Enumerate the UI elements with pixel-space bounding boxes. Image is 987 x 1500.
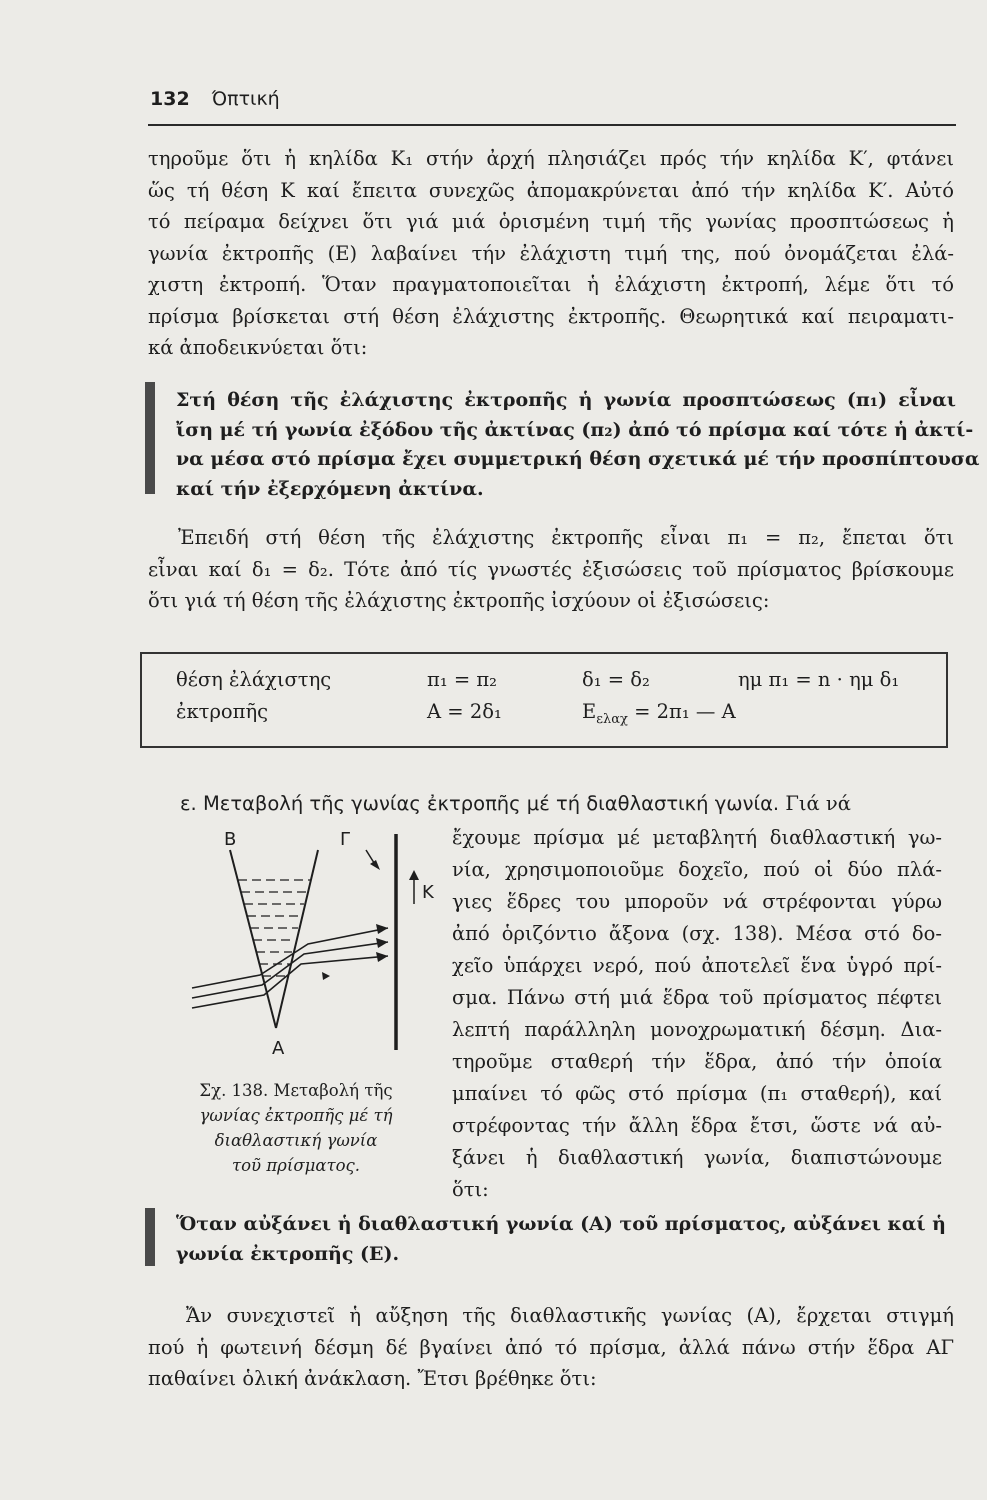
section-title: Όπτική <box>211 88 280 110</box>
text-line: γωνία ἐκτροπῆς (E). <box>176 1242 400 1265</box>
text-line: χεῖο ὑπάρχει νερό, πού ἀποτελεῖ ἕνα ὑγρό πρί- <box>452 954 942 977</box>
text-line: νία, χρησιμοποιοῦμε δοχεῖο, πού οἱ δύο πλά- <box>452 858 942 881</box>
equation-delta-equal: δ₁ = δ₂ <box>582 668 650 691</box>
header-rule <box>148 124 956 126</box>
text-line: χιστη ἐκτροπή. Ὅταν πραγματοποιεῖται ἡ ἐλάχιστη ἐκτροπή, λέμε ὅτι τό <box>148 273 954 296</box>
subsection-title: Μεταβολή τῆς γωνίας ἐκτροπῆς μέ τή διαθλαστική γωνία. <box>202 792 780 815</box>
page-header <box>150 88 280 110</box>
paragraph-1 <box>148 143 954 364</box>
caption-line: διαθλαστική γωνία <box>214 1131 378 1150</box>
formula-label-line2: ἐκτροπῆς <box>176 700 269 723</box>
paragraph-3 <box>148 1300 954 1395</box>
formula-box <box>140 652 948 748</box>
text-line: να μέσα στό πρίσμα ἔχει συμμετρική θέση σχετικά μέ τήν προσπίπτουσα <box>176 448 980 470</box>
figure-caption <box>186 1078 406 1178</box>
deviation-symbol: E <box>582 700 597 723</box>
text-line: ὥς τή θέση K καί ἔπειτα συνεχῶς ἀπομακρύνεται ἀπό τήν κηλίδα K′. Αὐτό <box>148 178 954 202</box>
equation-pi-equal: π₁ = π₂ <box>427 668 498 691</box>
caption-line: γωνίας ἐκτροπῆς μέ τή <box>199 1106 393 1125</box>
text-line: τό πείραμα δείχνει ὅτι γιά μιά ὁρισμένη τιμή τῆς γωνίας προσπτώσεως ἡ <box>148 210 954 233</box>
text-line: μπαίνει τό φῶς στό πρίσμα (π₁ σταθερή), καί <box>452 1082 942 1105</box>
rotation-arrowhead <box>370 860 380 870</box>
text-line: γωνία ἐκτροπῆς (Ε) λαβαίνει τήν ἐλάχιστη τιμή της, πού ὀνομάζεται ἐλά- <box>148 241 954 265</box>
key-statement-2 <box>176 1210 946 1269</box>
text-line: ὅτι γιά τή θέση τῆς ἐλάχιστης ἐκτροπῆς ἰσχύουν οἱ ἐξισώσεις: <box>148 589 770 612</box>
text-line: πρίσμα βρίσκεται στή θέση ἐλάχιστης ἐκτροπῆς. Θεωρητικά καί πειραματι- <box>148 304 954 328</box>
text-line: Ἐπειδή στή θέση τῆς ἐλάχιστης ἐκτροπῆς εἶναι π₁ = π₂, ἔπεται ὅτι <box>178 526 954 549</box>
label-b: B <box>224 829 237 850</box>
deviation-subscript: ελαχ <box>596 711 628 727</box>
text-line: λεπτή παράλληλη μονοχρωματική δέσμη. Δια- <box>452 1018 942 1041</box>
label-k: K <box>422 882 434 903</box>
text-line: Ὅταν αὐξάνει ἡ διαθλαστική γωνία (A) τοῦ πρίσματος, αὐξάνει καί ἡ <box>176 1213 946 1235</box>
text-line: στρέφοντας τήν ἄλλη ἕδρα ἔτσι, ὥστε νά αὐ- <box>452 1114 942 1137</box>
text-line: Στή θέση τῆς ἐλάχιστης ἐκτροπῆς ἡ γωνία προσπτώσεως (π₁) εἶναι <box>176 389 956 411</box>
text-line: Ἄν συνεχιστεῖ ἡ αὔξηση τῆς διαθλαστικῆς γωνίας (A), ἔρχεται στιγμή <box>186 1304 954 1327</box>
caption-line: Σχ. 138. Μεταβολή τῆς <box>199 1081 393 1100</box>
key-statement-1 <box>176 386 980 504</box>
formula-label-line1: θέση ἐλάχιστης <box>176 668 332 691</box>
equation-min-deviation <box>582 700 736 727</box>
right-column-text <box>452 822 942 1206</box>
ray-arrowhead <box>376 924 388 934</box>
ray-arrowhead <box>376 952 388 962</box>
ray-arrowhead <box>376 938 388 948</box>
prism-face-ab <box>230 850 276 1028</box>
highlight-bar <box>145 382 155 494</box>
caption-line: τοῦ πρίσματος. <box>231 1156 361 1175</box>
text-line: ὅτι: <box>452 1178 489 1201</box>
text-line: τηροῦμε ὅτι ἡ κηλίδα K₁ στήν ἀρχή πλησιάζει πρός τήν κηλίδα K′, φτάνει <box>148 147 954 170</box>
text-line: σμα. Πάνω στή μιά ἕδρα τοῦ πρίσματος πέφτει <box>452 986 942 1009</box>
text-line: καί τήν ἐξερχόμενη ἀκτίνα. <box>176 477 484 500</box>
k-arrowhead <box>409 870 419 880</box>
subsection-letter: ε. <box>180 792 197 815</box>
paragraph-2 <box>148 522 954 617</box>
text-line: γιες ἕδρες του μποροῦν νά στρέφονται γύρω <box>452 890 942 913</box>
prism-face-ag <box>276 850 318 1028</box>
text-line: ξάνει ἡ διαθλαστική γωνία, διαπιστώνουμε <box>452 1146 942 1169</box>
text-line: κά ἀποδεικνύεται ὅτι: <box>148 336 368 359</box>
equation-snell: ημ π₁ = n · ημ δ₁ <box>738 668 900 691</box>
text-line: ἀπό ὁριζόντιο ἄξονα (σχ. 138). Μέσα στό δο- <box>452 922 942 945</box>
label-g: Γ <box>340 829 351 850</box>
page-number: 132 <box>150 88 190 110</box>
text-line: ἴση μέ τή γωνία ἐξόδου τῆς ἀκτίνας (π₂) ἀπό τό πρίσμα καί τότε ἡ ἀκτί- <box>176 418 974 441</box>
highlight-bar <box>145 1208 155 1266</box>
subsection-lead: Γιά νά <box>785 792 851 815</box>
text-line: ἔχουμε πρίσμα μέ μεταβλητή διαθλαστική γω- <box>452 826 942 849</box>
ray-arrowhead <box>322 972 330 980</box>
text-line: εἶναι καί δ₁ = δ₂. Τότε ἀπό τίς γνωστές ἐξισώσεις τοῦ πρίσματος βρίσκουμε <box>148 557 954 581</box>
subsection-heading <box>180 792 851 815</box>
text-line: παθαίνει ὁλική ἀνάκλαση. Ἔτσι βρέθηκε ὅτι: <box>148 1367 597 1390</box>
label-a: A <box>272 1038 285 1059</box>
text-line: τηροῦμε σταθερή τήν ἕδρα, ἀπό τήν ὁποία <box>452 1050 942 1073</box>
equation-apex-angle: A = 2δ₁ <box>427 700 502 723</box>
text-line: πού ἡ φωτεινή δέσμη δέ βγαίνει ἀπό τό πρίσμα, ἀλλά πάνω στήν ἕδρα AΓ <box>148 1335 954 1359</box>
figure-138-prism-diagram <box>190 828 452 1068</box>
deviation-rest: = 2π₁ — A <box>627 700 736 723</box>
